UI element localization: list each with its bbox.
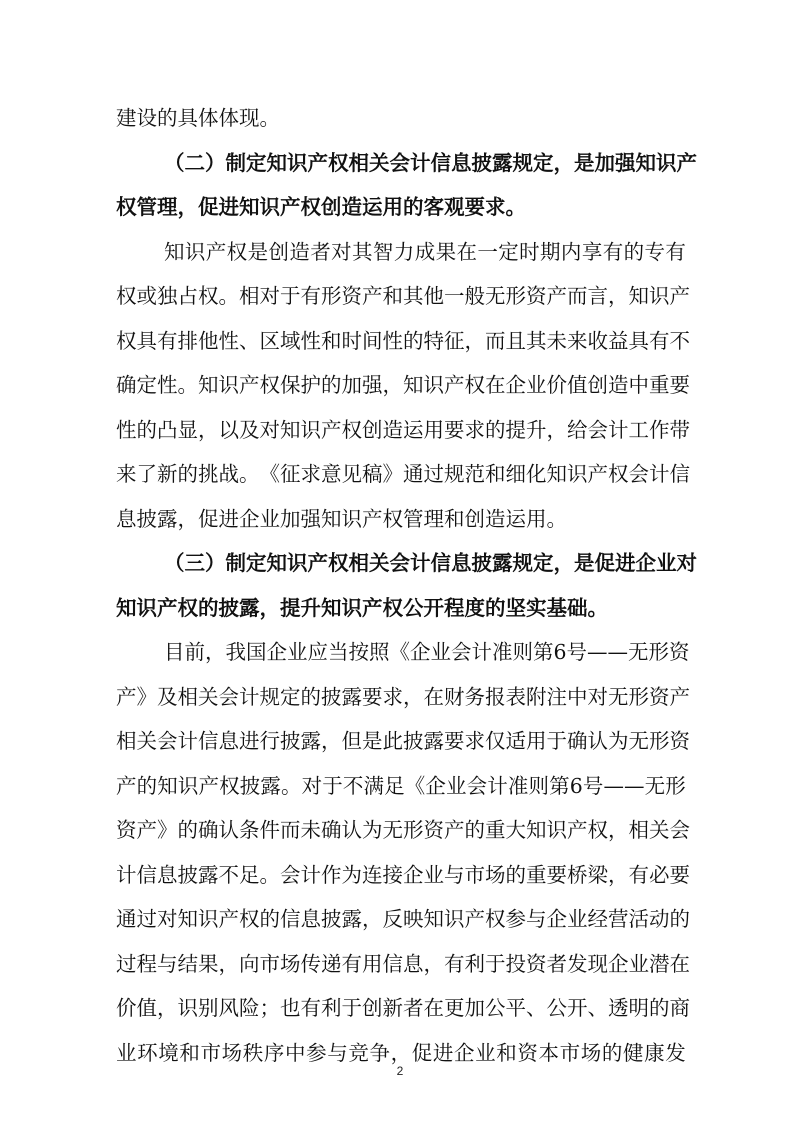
body-text-line: 确 定 性 。 知 识 产 权 保 护 的 加 强 ， 知 识 产 权 在 企 业 价 值 创 造 中 重 要 [116,373,690,397]
body-text-line: 知 识 产 权 是 创 造 者 对 其 智 力 成 果 在 一 定 时 期 内 享 有 的 专 有 [164,240,686,264]
body-text-line: 过 程 与 结 果 ， 向 市 场 传 递 有 用 信 息 ， 有 利 于 投 资 者 发 现 企 业 潜 在 [116,952,690,976]
section-heading-line: 知识产权的披露，提升知识产权公开程度的坚实基础。 [116,596,608,620]
body-text-line: 业 环 境 和 市 场 秩 序 中 参 与 竞 争 ， 促 进 企 业 和 资 本 市 场 的 健 康 发 [116,1041,686,1065]
section-heading-line: 权管理，促进知识产权创造运用的客观要求。 [116,195,526,219]
body-text-line: 建设的具体体现。 [116,106,280,130]
body-text-line: 性 的 凸 显 ， 以 及 对 知 识 产 权 创 造 运 用 要 求 的 提 升 ， 给 会 计 工 作 带 [116,418,690,442]
page-number: 2 [396,1064,404,1078]
body-text-line: 来 了 新 的 挑 战 。 《 征 求 意 见 稿 》 通 过 规 范 和 细 化 知 识 产 权 会 计 信 [116,462,690,486]
body-text-line: 息披露，促进企业加强知识产权管理和创造运用。 [116,507,567,531]
section-heading-line: （ 三 ） 制 定 知 识 产 权 相 关 会 计 信 息 披 露 规 定 ， 是 促 进 企 业 对 [164,551,697,575]
body-text-line: 产 的 知 识 产 权 披 露 。 对 于 不 满 足 《 企 业 会 计 准 则 第 6 号 —— 无 形 [116,774,686,798]
body-text-line: 资 产 》 的 确 认 条 件 而 未 确 认 为 无 形 资 产 的 重 大 知 识 产 权 ， 相 关 会 [116,818,690,842]
body-text-line: 计 信 息 披 露 不 足 。 会 计 作 为 连 接 企 业 与 市 场 的 重 要 桥 梁 ， 有 必 要 [116,863,690,887]
body-text-line: 权 或 独 占 权 。 相 对 于 有 形 资 产 和 其 他 一 般 无 形 资 产 而 言 ， 知 识 产 [116,284,690,308]
section-heading-line: （ 二 ） 制 定 知 识 产 权 相 关 会 计 信 息 披 露 规 定 ， 是 加 强 知 识 产 [164,151,697,175]
body-text-line: 价 值 ， 识 别 风 险 ； 也 有 利 于 创 新 者 在 更 加 公 平 、 公 开 、 透 明 的 商 [116,996,690,1020]
body-text-line: 权 具 有 排 他 性 、 区 域 性 和 时 间 性 的 特 征 ， 而 且 其 未 来 收 益 具 有 不 [116,329,690,353]
body-text-line: 相 关 会 计 信 息 进 行 披 露 ， 但 是 此 披 露 要 求 仅 适 用 于 确 认 为 无 形 资 [116,729,690,753]
body-text-line: 通 过 对 知 识 产 权 的 信 息 披 露 ， 反 映 知 识 产 权 参 与 企 业 经 营 活 动 的 [116,907,690,931]
body-text-line: 产 》 及 相 关 会 计 规 定 的 披 露 要 求 ， 在 财 务 报 表 附 注 中 对 无 形 资 产 [116,685,690,709]
body-text-line: 目 前 ， 我 国 企 业 应 当 按 照 《 企 业 会 计 准 则 第 6 号 —— 无 形 资 [164,640,690,664]
